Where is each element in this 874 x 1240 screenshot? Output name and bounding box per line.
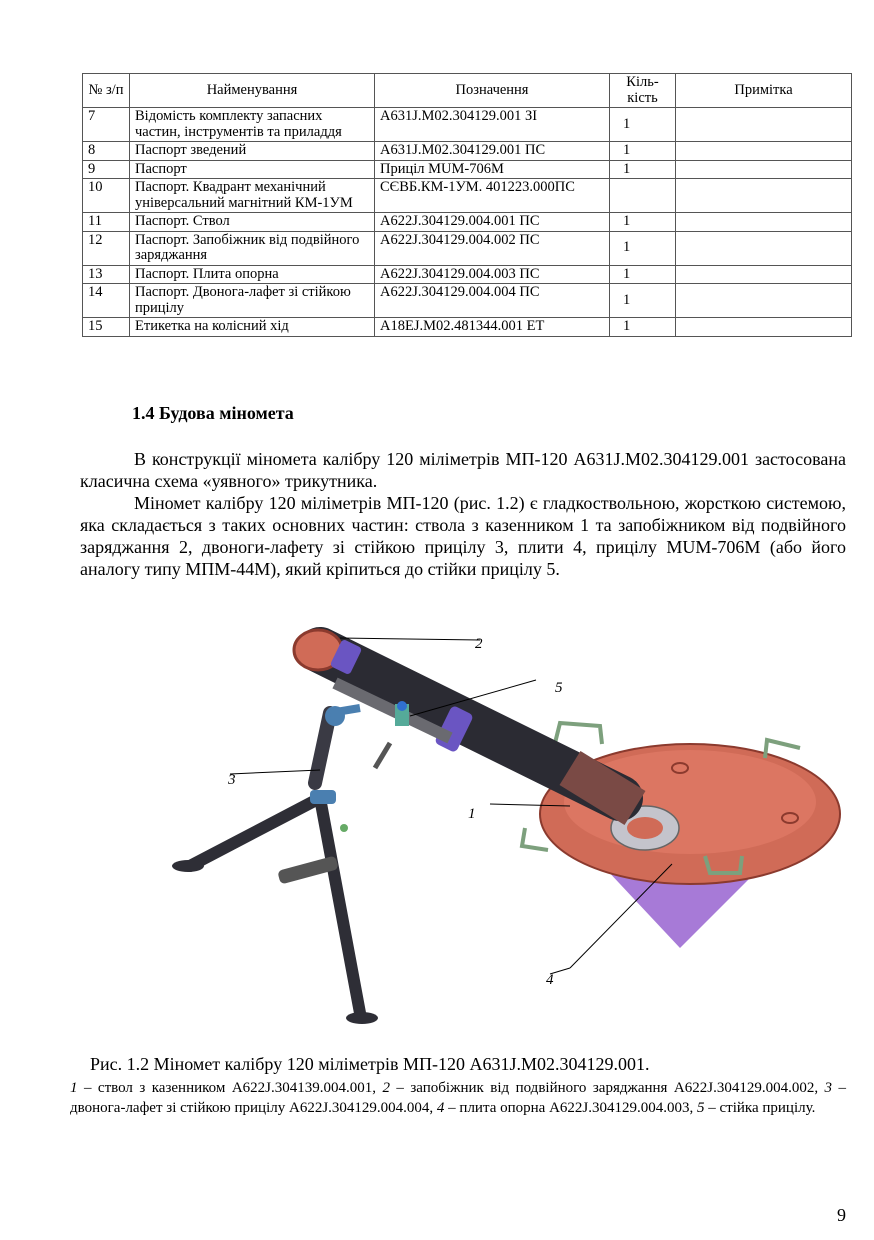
table-row: [83, 179, 852, 213]
row-note: [676, 142, 852, 161]
table-header-row: [83, 74, 852, 108]
table-row: [83, 213, 852, 232]
legend-number: 4: [436, 1100, 445, 1116]
row-note: [676, 179, 852, 213]
row-designation: А631J.М02.304129.001 ЗІ: [375, 108, 610, 142]
row-name: Паспорт. Запобіжник від подвійного заряджання: [130, 231, 375, 265]
legend-number: 2: [382, 1080, 390, 1096]
row-designation: СЄВБ.КМ-1УМ. 401223.000ПС: [375, 179, 610, 213]
table-row: [83, 108, 852, 142]
legend-number: 3: [824, 1080, 833, 1096]
label-2: 2: [475, 636, 483, 652]
label-1: 1: [468, 806, 476, 822]
row-name: Паспорт: [130, 160, 375, 179]
header-name: Найменування: [130, 74, 375, 108]
row-name: Паспорт зведений: [130, 142, 375, 161]
row-number: 11: [83, 213, 130, 232]
row-number: 9: [83, 160, 130, 179]
row-designation: Приціл MUM-706M: [375, 160, 610, 179]
table-row: [83, 142, 852, 161]
header-note: Примітка: [676, 74, 852, 108]
row-quantity: 1: [610, 284, 676, 318]
mortar-illustration: [150, 618, 850, 1043]
row-number: 7: [83, 108, 130, 142]
row-name: Паспорт. Двонога-лафет зі стійкою прицілу: [130, 284, 375, 318]
figure-caption: Рис. 1.2 Міномет калібру 120 міліметрів МП-120 А631J.М02.304129.001.: [90, 1054, 650, 1074]
row-name: Паспорт. Квадрант механічний універсальний магнітний КМ-1УМ: [130, 179, 375, 213]
paragraph: [80, 448, 846, 492]
table-row: [83, 265, 852, 284]
row-name: Етикетка на колісний хід: [130, 318, 375, 337]
row-quantity: 1: [610, 231, 676, 265]
table-row: [83, 318, 852, 337]
row-quantity: 1: [610, 265, 676, 284]
row-number: 8: [83, 142, 130, 161]
row-designation: А622J.304129.004.001 ПС: [375, 213, 610, 232]
row-designation: А622J.304129.004.002 ПС: [375, 231, 610, 265]
legend-text: – ствол з казенником А622J.304139.004.001,: [77, 1080, 383, 1096]
page-number: 9: [837, 1205, 846, 1225]
paragraph: [80, 492, 846, 580]
header-number: № з/п: [83, 74, 130, 108]
row-number: 10: [83, 179, 130, 213]
row-quantity: 1: [610, 160, 676, 179]
legend-number: 5: [697, 1100, 705, 1116]
figure-legend: [70, 1078, 846, 1118]
legend-text: – запобіжник від подвійного заряджання А622J.304129.004.002,: [389, 1080, 825, 1096]
paragraph-text: В конструкції міномета калібру 120 міліметрів МП-120 А631J.М02.304129.001 застосована класична схема «уявного» трикутника.: [80, 449, 846, 491]
table-row: [83, 160, 852, 179]
bipod-drawing: [172, 706, 378, 1024]
legend-text: – плита опорна А622J.304129.004.003,: [444, 1100, 697, 1116]
row-note: [676, 284, 852, 318]
row-note: [676, 231, 852, 265]
row-quantity: 1: [610, 213, 676, 232]
row-note: [676, 108, 852, 142]
row-note: [676, 213, 852, 232]
table-row: [83, 231, 852, 265]
row-number: 14: [83, 284, 130, 318]
row-designation: А631J.М02.304129.001 ПС: [375, 142, 610, 161]
label-3: 3: [228, 772, 236, 788]
legend-number: 1: [70, 1080, 78, 1096]
label-5: 5: [555, 680, 563, 696]
row-number: 15: [83, 318, 130, 337]
row-quantity: 1: [610, 142, 676, 161]
header-quantity: Кіль- кість: [610, 74, 676, 108]
row-quantity: [610, 179, 676, 213]
legend-text: – двонога-лафет зі стійкою прицілу А622J.304129.004.004,: [70, 1080, 847, 1116]
parts-table: [82, 73, 852, 337]
row-designation: А18ЕJ.М02.481344.001 ЕТ: [375, 318, 610, 337]
row-name: Паспорт. Плита опорна: [130, 265, 375, 284]
label-4: 4: [546, 972, 554, 988]
row-designation: А622J.304129.004.003 ПС: [375, 265, 610, 284]
row-note: [676, 160, 852, 179]
table-row: [83, 284, 852, 318]
legend-text: – стійка прицілу.: [704, 1100, 816, 1116]
row-number: 12: [83, 231, 130, 265]
barrel-drawing: [294, 630, 635, 808]
row-designation: А622J.304129.004.004 ПС: [375, 284, 610, 318]
row-note: [676, 265, 852, 284]
row-number: 13: [83, 265, 130, 284]
row-note: [676, 318, 852, 337]
paragraph-text: Міномет калібру 120 міліметрів МП-120 (рис. 1.2) є гладкоствольною, жорсткою системою, яка складається з таких основних частин: ствола з казенником 1 та запобіжником від подвійного заряджання 2, двоноги-лафету зі стійкою прицілу 3, плити 4, прицілу MUM-706M (або його аналогу типу МПМ-44М), який кріпиться до стійки прицілу 5.: [80, 493, 846, 579]
row-name: Паспорт. Ствол: [130, 213, 375, 232]
row-quantity: 1: [610, 318, 676, 337]
row-quantity: 1: [610, 108, 676, 142]
section-heading: 1.4 Будова міномета: [132, 403, 294, 423]
row-name: Відомість комплекту запасних частин, інструментів та приладдя: [130, 108, 375, 142]
header-designation: Позначення: [375, 74, 610, 108]
